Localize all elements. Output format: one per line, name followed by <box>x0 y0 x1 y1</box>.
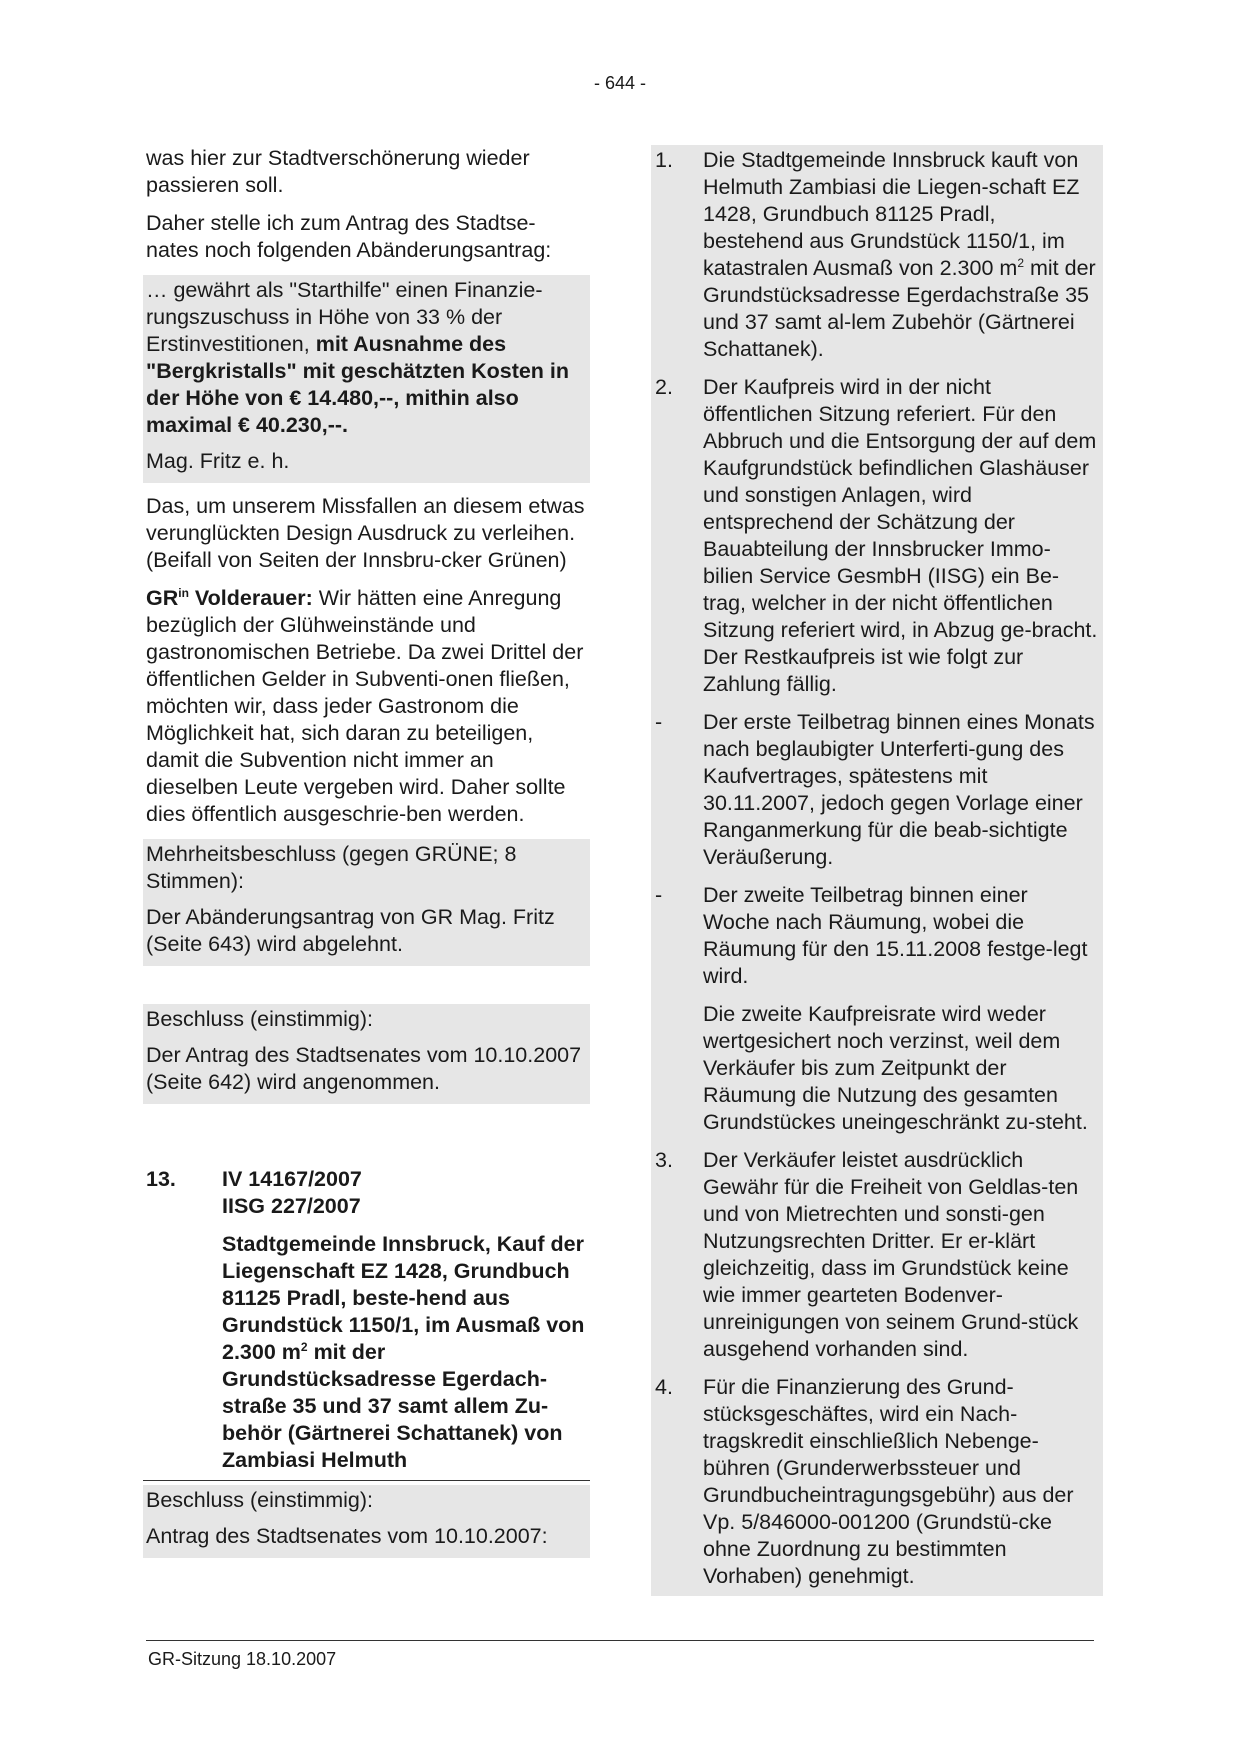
signature: Mag. Fritz e. h. <box>146 449 290 473</box>
vote-label: Beschluss (einstimmig): <box>146 1007 373 1031</box>
list-item <box>651 1147 1103 1363</box>
right-column <box>655 145 1097 1596</box>
list-item <box>651 1374 1103 1590</box>
item-title-sup: 2 <box>300 1339 308 1354</box>
list-text: Für die Finanzierung des Grund-stücksgeschäftes, wird ein Nach-tragskredit einschließlich Nebenge-bühren (Grunderwerbssteuer und Grundbucheintragungsgebühr) aus der Vp. 5/846000-001200 (Grundstü-cke ohne Zuordnung zu bestimmten Vorhaben) genehmigt. <box>703 1375 1074 1588</box>
list-marker: - <box>655 710 663 734</box>
item-ref: IISG 227/2007 <box>222 1194 361 1218</box>
list-text-part: mit der Grundstücksadresse Egerdachstraße 35 und 37 samt al-lem Zubehör (Gärtnerei Schattanek). <box>703 256 1096 361</box>
amendment-box <box>143 275 590 483</box>
list-item <box>651 709 1103 871</box>
vote-result: Der Abänderungsantrag von GR Mag. Fritz (Seite 643) wird abgelehnt. <box>146 905 555 956</box>
paragraph: Daher stelle ich zum Antrag des Stadtse-nates noch folgenden Abänderungsantrag: <box>146 211 552 262</box>
list-text: Der erste Teilbetrag binnen eines Monats nach beglaubigter Unterferti-gung des Kaufvertrages, spätestens mit 30.11.2007, jedoch gegen Vorlage einer Ranganmerkung für die beab-sichtigte Veräußerung. <box>703 710 1095 869</box>
list-marker: 4. <box>655 1375 673 1399</box>
vote-box-3 <box>143 1485 590 1558</box>
resolution-list <box>651 145 1103 1596</box>
paragraph: was hier zur Stadtverschönerung wieder passieren soll. <box>146 146 530 197</box>
list-continuation: Die zweite Kaufpreisrate wird weder wertgesichert noch verzinst, weil dem Verkäufer bis zum Zeitpunkt der Räumung die Nutzung des gesamten Grundstückes uneingeschränkt zu-steht. <box>703 1002 1088 1134</box>
list-item <box>651 374 1103 698</box>
amendment-bold: mit Ausnahme des "Bergkristalls" mit geschätzten Kosten in der Höhe von € 14.480,--, mithin also maximal € 40.230,--. <box>146 332 570 437</box>
divider <box>143 1480 590 1481</box>
vote-label: Mehrheitsbeschluss (gegen GRÜNE; 8 Stimmen): <box>146 842 517 893</box>
footer-divider <box>146 1640 1094 1641</box>
item-title-part: Stadtgemeinde Innsbruck, Kauf der Liegenschaft EZ 1428, Grundbuch 81125 Pradl, beste-hend aus Grundstück 1150/1, im Ausmaß von 2.300 m <box>222 1232 585 1364</box>
paragraph: Das, um unserem Missfallen an diesem etwas verunglückten Design Ausdruck zu verleihen. (Beifall von Seiten der Innsbru-cker Grünen) <box>146 494 585 572</box>
vote-result: Antrag des Stadtsenates vom 10.10.2007: <box>146 1524 548 1548</box>
list-text: Der zweite Teilbetrag binnen einer Woche nach Räumung, wobei die Räumung für den 15.11.2008 festge-legt wird. <box>703 883 1088 988</box>
list-item <box>651 147 1103 363</box>
amendment-normal: … gewährt als "Starthilfe" einen Finanzie-rungszuschuss in Höhe von 33 % der Erstinvestitionen, <box>146 278 543 356</box>
list-marker: 1. <box>655 148 673 172</box>
left-column <box>146 145 586 1558</box>
list-text <box>703 147 1103 363</box>
speech-text: Wir hätten eine Anregung bezüglich der Glühweinstände und gastronomischen Betriebe. Da zwei Drittel der öffentlichen Gelder in Subventi-onen fließen, möchten wir, dass jeder Gastronom die Möglichkeit hat, sich daran zu beteiligen, damit die Subvention nicht immer an dieselben Leute vergeben wird. Daher sollte dies öffentlich ausgeschrie-ben werden. <box>146 586 584 826</box>
page-number: - 644 - <box>593 73 647 93</box>
list-text-sup: 2 <box>1017 255 1024 270</box>
list-text-part: Die Stadtgemeinde Innsbruck kauft von Helmuth Zambiasi die Liegen-schaft EZ 1428, Grundbuch 81125 Pradl, bestehend aus Grundstück 1150/1, im katastralen Ausmaß von 2.300 m <box>703 148 1080 280</box>
list-item <box>651 882 1103 990</box>
item-content <box>222 1166 586 1474</box>
list-marker: 2. <box>655 375 673 399</box>
item-title <box>222 1231 586 1474</box>
vote-box-1 <box>143 839 590 966</box>
list-text: Der Kaufpreis wird in der nicht öffentlichen Sitzung referiert. Für den Abbruch und die Entsorgung der auf dem Kaufgrundstück befindlichen Glashäuser und sonstigen Anlagen, wird entsprechend der Schätzung der Bauabteilung der Innsbrucker Immo-bilien Service GesmbH (IISG) ein Be-trag, welcher in der nicht öffentlichen Sitzung referiert wird, in Abzug ge-bracht. Der Restkaufpreis ist wie folgt zur Zahlung fällig. <box>703 375 1098 696</box>
item-ref: IV 14167/2007 <box>222 1167 362 1191</box>
vote-label: Beschluss (einstimmig): <box>146 1488 373 1512</box>
speech-paragraph <box>146 585 586 828</box>
speaker-prefix: GR <box>146 586 179 610</box>
amendment-text <box>146 277 587 439</box>
speaker <box>146 586 313 610</box>
vote-box-2 <box>143 1004 590 1104</box>
agenda-item-13 <box>146 1166 586 1474</box>
list-marker: - <box>655 883 663 907</box>
speaker-sup: in <box>178 585 189 600</box>
list-text: Der Verkäufer leistet ausdrücklich Gewähr für die Freiheit von Geldlas-ten und von Mietrechten und sonsti-gen Nutzungsrechten Dritter. Er er-klärt gleichzeitig, dass im Grundstück keine wie immer gearteten Bodenver-unreinigungen von seinem Grund-stück ausgehend vorhanden sind. <box>703 1148 1079 1361</box>
item-title-part: mit der Grundstücksadresse Egerdach-straße 35 und 37 samt allem Zu-behör (Gärtnerei Schattanek) von Zambiasi Helmuth <box>222 1340 563 1472</box>
item-number: 13. <box>146 1167 176 1191</box>
footer: GR-Sitzung 18.10.2007 <box>148 1649 337 1669</box>
vote-result: Der Antrag des Stadtsenates vom 10.10.2007 (Seite 642) wird angenommen. <box>146 1043 582 1094</box>
list-marker: 3. <box>655 1148 673 1172</box>
speaker-name: Volderauer: <box>188 586 313 610</box>
